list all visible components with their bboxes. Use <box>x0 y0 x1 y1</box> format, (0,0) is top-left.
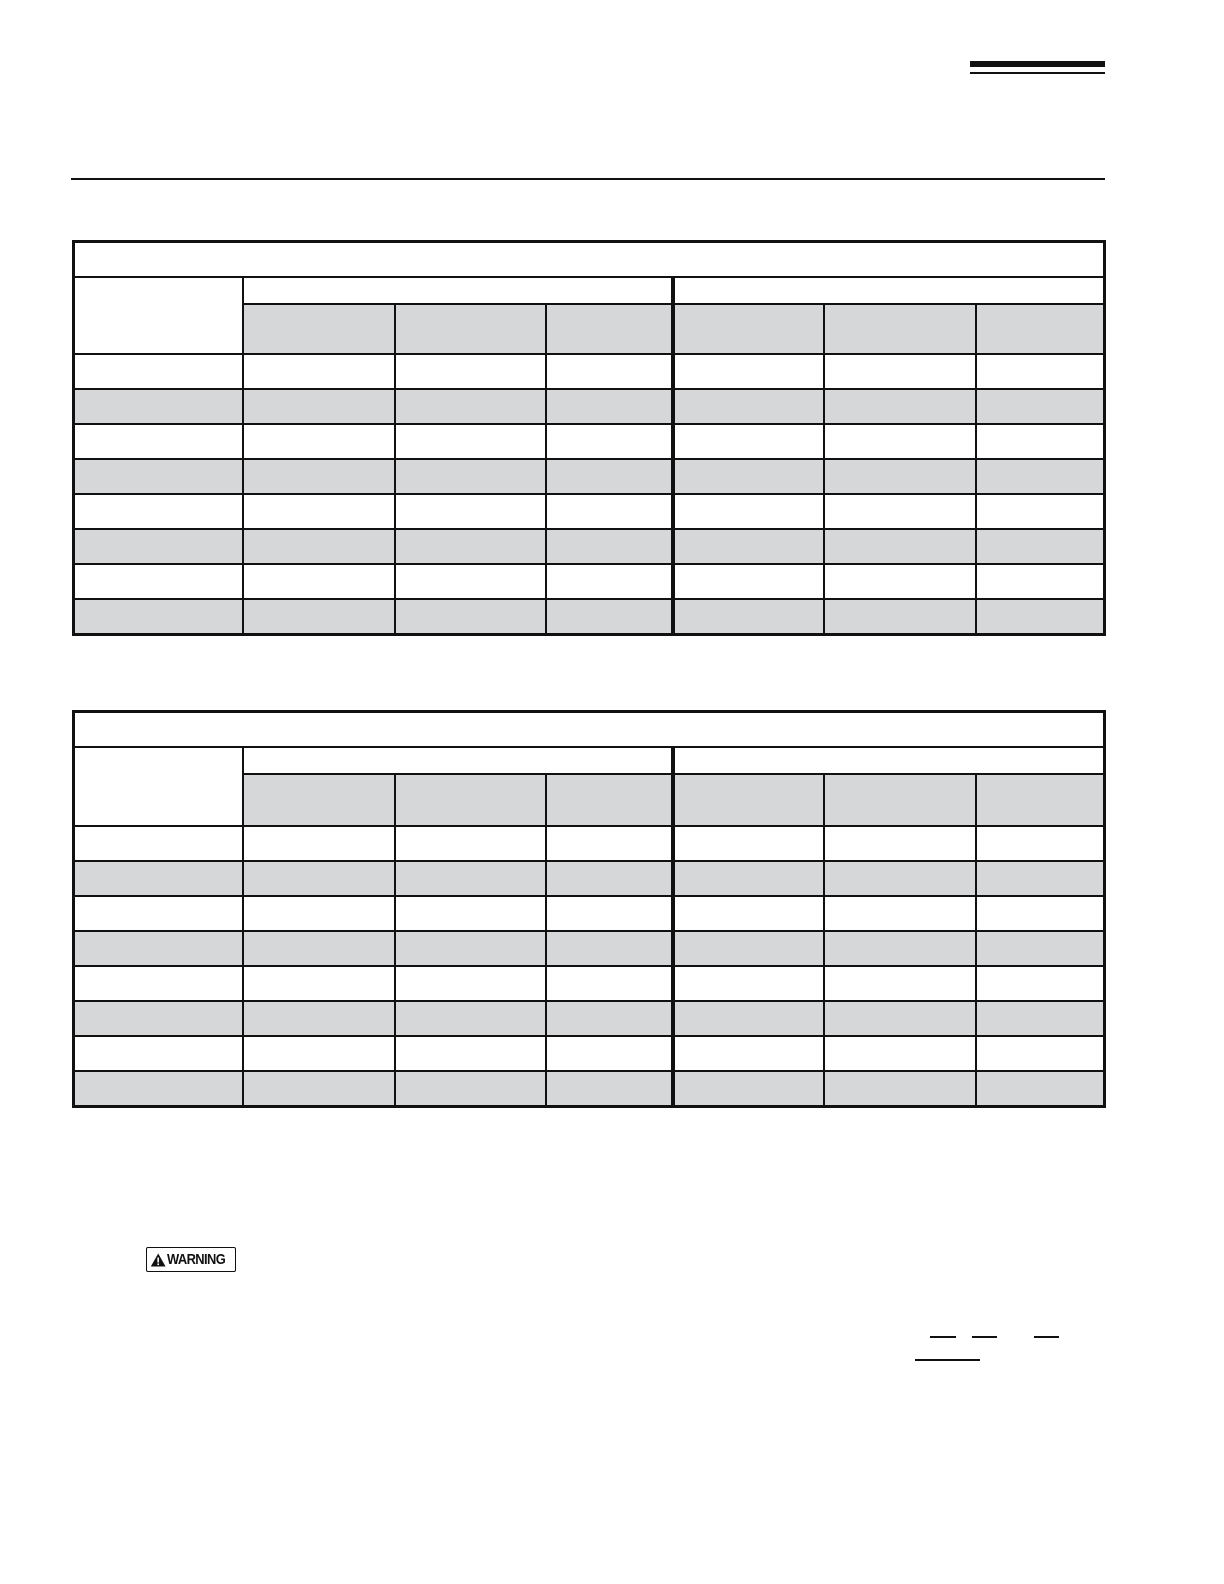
table-cell <box>976 424 1105 459</box>
table-cell <box>673 861 824 896</box>
row-label-cell <box>74 861 243 896</box>
table-cell <box>824 896 976 931</box>
table-cell <box>395 1071 546 1107</box>
table-cell <box>546 424 673 459</box>
table-row <box>74 494 1105 529</box>
blank-line <box>915 1359 980 1361</box>
table-cell <box>976 826 1105 861</box>
table-cell <box>243 826 395 861</box>
table-2-corner-header <box>74 747 243 826</box>
table-cell <box>395 389 546 424</box>
table-2-body <box>74 826 1105 1107</box>
table-cell <box>546 1036 673 1071</box>
table-cell <box>824 494 976 529</box>
row-label-cell <box>74 424 243 459</box>
table-cell <box>673 931 824 966</box>
row-label-cell <box>74 1036 243 1071</box>
table-1-group-header <box>243 277 673 304</box>
table-1-sub-header <box>976 304 1105 354</box>
table-cell <box>824 529 976 564</box>
table-2-sub-header <box>976 774 1105 826</box>
table-cell <box>976 459 1105 494</box>
table-cell <box>976 1036 1105 1071</box>
table-1-sub-header <box>243 304 395 354</box>
table-cell <box>546 529 673 564</box>
table-cell <box>824 1001 976 1036</box>
table-2-sub-header <box>243 774 395 826</box>
warning-badge <box>146 1247 236 1272</box>
table-row <box>74 424 1105 459</box>
table-cell <box>546 459 673 494</box>
table-cell <box>395 966 546 1001</box>
table-row <box>74 966 1105 1001</box>
table-row <box>74 1036 1105 1071</box>
table-cell <box>824 931 976 966</box>
table-cell <box>976 599 1105 635</box>
table-cell <box>673 494 824 529</box>
table-cell <box>243 459 395 494</box>
table-row <box>74 861 1105 896</box>
table-cell <box>546 826 673 861</box>
table-cell <box>976 494 1105 529</box>
table-row <box>74 896 1105 931</box>
table-cell <box>546 354 673 389</box>
table-cell <box>673 826 824 861</box>
table-cell <box>673 389 824 424</box>
table-cell <box>243 354 395 389</box>
row-label-cell <box>74 931 243 966</box>
table-cell <box>546 564 673 599</box>
table-cell <box>673 529 824 564</box>
table-cell <box>824 564 976 599</box>
table-2-sub-header <box>824 774 976 826</box>
table-cell <box>395 564 546 599</box>
table-cell <box>395 459 546 494</box>
table-cell <box>673 896 824 931</box>
table-cell <box>243 424 395 459</box>
table-cell <box>546 896 673 931</box>
table-cell <box>824 389 976 424</box>
table-cell <box>395 861 546 896</box>
table-cell <box>824 354 976 389</box>
table-cell <box>673 424 824 459</box>
table-cell <box>824 424 976 459</box>
table-1-corner-header <box>74 277 243 354</box>
table-cell <box>395 931 546 966</box>
table-cell <box>976 389 1105 424</box>
table-row <box>74 459 1105 494</box>
row-label-cell <box>74 1001 243 1036</box>
table-cell <box>395 599 546 635</box>
table-cell <box>243 931 395 966</box>
table-cell <box>976 896 1105 931</box>
table-row <box>74 1001 1105 1036</box>
row-label-cell <box>74 826 243 861</box>
table-cell <box>243 564 395 599</box>
row-label-cell <box>74 354 243 389</box>
table-cell <box>976 1071 1105 1107</box>
table-row <box>74 389 1105 424</box>
table-cell <box>546 861 673 896</box>
table-cell <box>673 1071 824 1107</box>
header-rule-thin <box>970 72 1105 74</box>
row-label-cell <box>74 966 243 1001</box>
table-cell <box>546 494 673 529</box>
table-cell <box>395 826 546 861</box>
table-cell <box>824 1036 976 1071</box>
spec-table-2 <box>72 710 1106 1108</box>
row-label-cell <box>74 529 243 564</box>
table-row <box>74 931 1105 966</box>
table-cell <box>976 529 1105 564</box>
table-2-sub-header <box>673 774 824 826</box>
table-cell <box>976 1001 1105 1036</box>
warning-label: WARNING <box>167 1251 226 1268</box>
table-row <box>74 599 1105 635</box>
table-cell <box>395 494 546 529</box>
table-cell <box>243 529 395 564</box>
table-1-sub-header <box>395 304 546 354</box>
table-cell <box>546 966 673 1001</box>
table-row <box>74 826 1105 861</box>
blank-line <box>1034 1336 1059 1338</box>
table-cell <box>395 424 546 459</box>
table-1-sub-header <box>824 304 976 354</box>
table-1-sub-header <box>673 304 824 354</box>
table-cell <box>976 966 1105 1001</box>
table-cell <box>673 966 824 1001</box>
table-1-body <box>74 354 1105 635</box>
table-cell <box>546 389 673 424</box>
table-cell <box>824 1071 976 1107</box>
table-2-sub-header <box>546 774 673 826</box>
row-label-cell <box>74 599 243 635</box>
table-row <box>74 529 1105 564</box>
table-cell <box>395 1001 546 1036</box>
table-cell <box>673 1036 824 1071</box>
table-cell <box>673 564 824 599</box>
table-cell <box>976 354 1105 389</box>
table-row <box>74 354 1105 389</box>
table-1-title <box>74 242 1105 278</box>
table-2-group-header <box>243 747 673 774</box>
table-2-sub-header <box>395 774 546 826</box>
table-cell <box>824 599 976 635</box>
table-cell <box>824 966 976 1001</box>
table-cell <box>546 1001 673 1036</box>
table-cell <box>395 529 546 564</box>
table-cell <box>673 354 824 389</box>
table-row <box>74 1071 1105 1107</box>
table-cell <box>673 459 824 494</box>
table-cell <box>395 896 546 931</box>
table-cell <box>546 599 673 635</box>
table-cell <box>243 599 395 635</box>
row-label-cell <box>74 1071 243 1107</box>
table-cell <box>243 1001 395 1036</box>
row-label-cell <box>74 459 243 494</box>
table-cell <box>243 966 395 1001</box>
table-cell <box>824 826 976 861</box>
table-cell <box>976 564 1105 599</box>
table-cell <box>824 861 976 896</box>
table-cell <box>243 1071 395 1107</box>
row-label-cell <box>74 494 243 529</box>
warning-triangle-icon <box>150 1252 166 1268</box>
blank-line <box>930 1336 956 1338</box>
table-cell <box>243 494 395 529</box>
table-row <box>74 564 1105 599</box>
table-cell <box>243 1036 395 1071</box>
row-label-cell <box>74 896 243 931</box>
row-label-cell <box>74 564 243 599</box>
table-cell <box>824 459 976 494</box>
table-cell <box>243 389 395 424</box>
table-cell <box>243 861 395 896</box>
table-2-group-header <box>673 747 1105 774</box>
table-cell <box>546 931 673 966</box>
header-rule-thick <box>970 61 1105 67</box>
table-cell <box>546 1071 673 1107</box>
table-cell <box>976 931 1105 966</box>
table-1-group-header <box>673 277 1105 304</box>
table-cell <box>976 861 1105 896</box>
table-cell <box>673 599 824 635</box>
section-divider <box>71 178 1105 180</box>
table-cell <box>395 1036 546 1071</box>
blank-line <box>972 1336 997 1338</box>
row-label-cell <box>74 389 243 424</box>
spec-table-1 <box>72 240 1106 636</box>
table-cell <box>395 354 546 389</box>
table-1-sub-header <box>546 304 673 354</box>
table-cell <box>243 896 395 931</box>
table-2-title <box>74 712 1105 748</box>
table-cell <box>673 1001 824 1036</box>
